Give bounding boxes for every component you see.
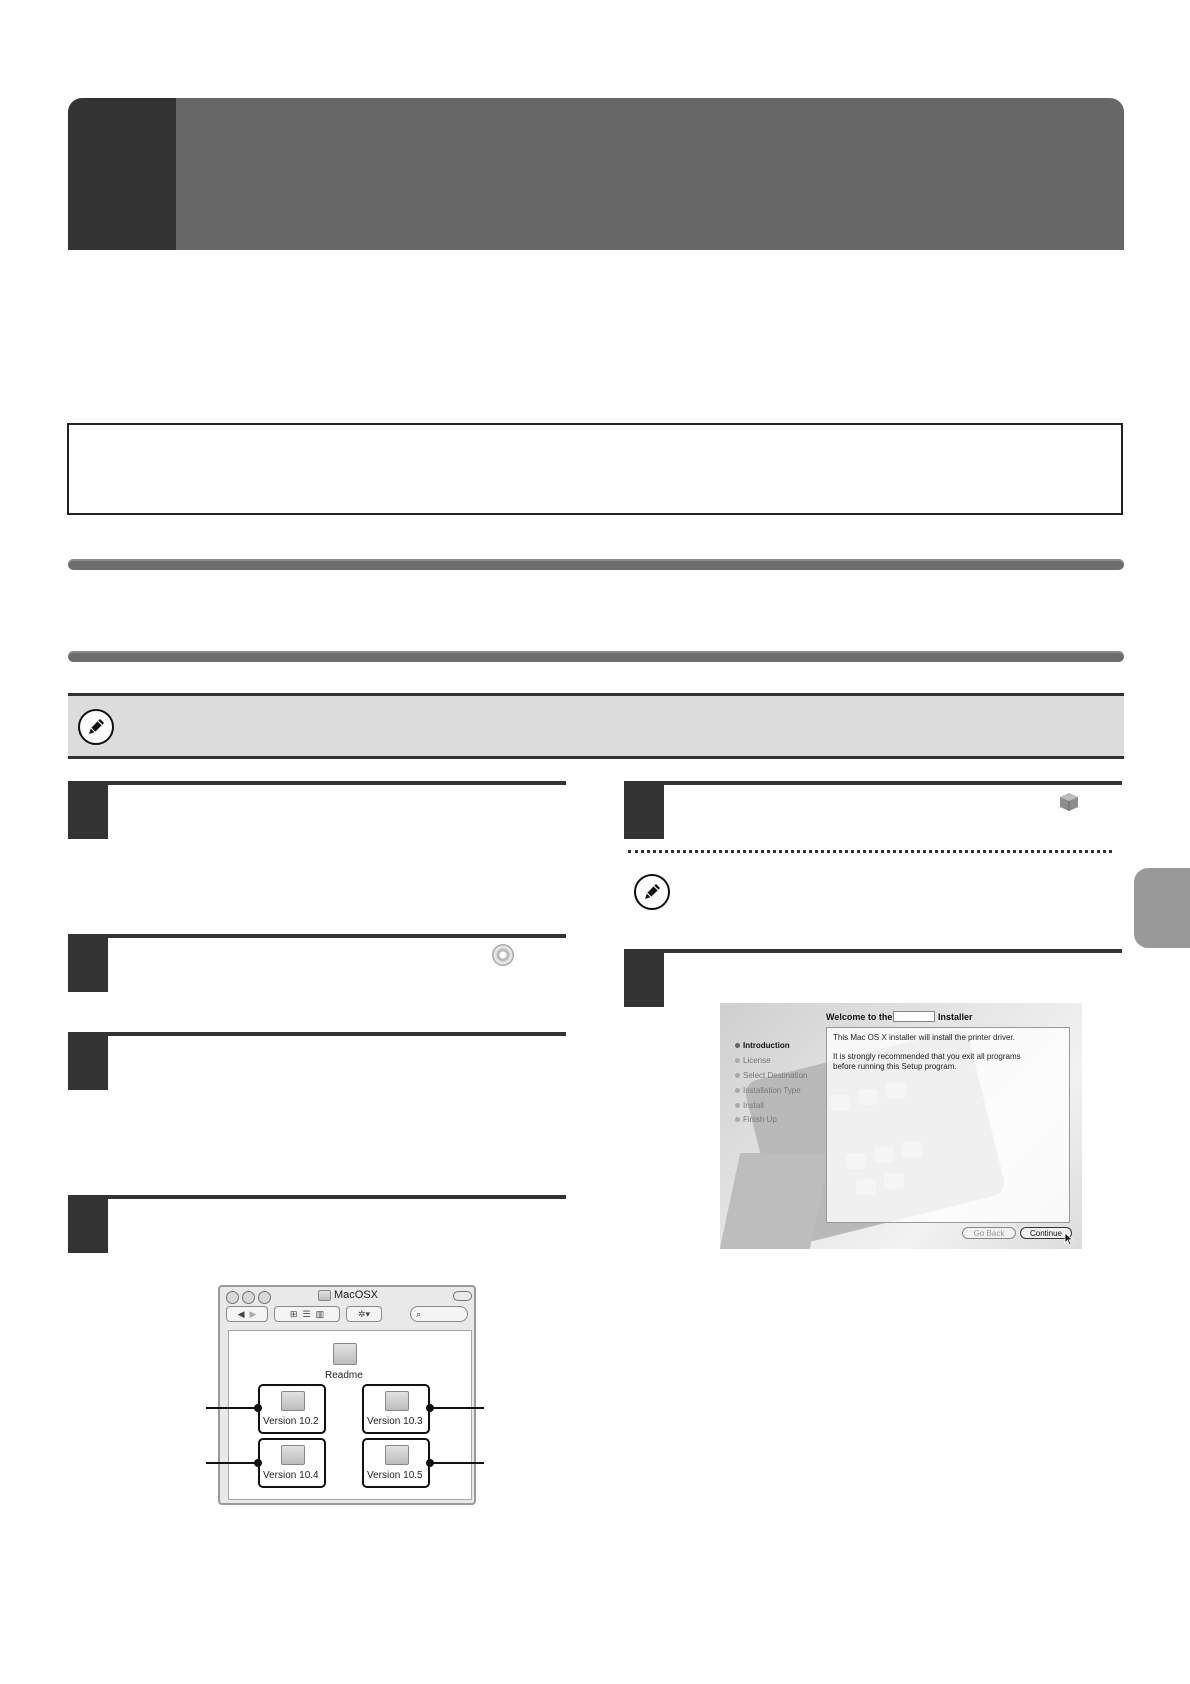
step-5-number-block (624, 781, 664, 839)
folder-icon (385, 1391, 409, 1411)
title-folder-icon (318, 1290, 331, 1301)
installer-welcome-suffix: Installer (938, 1012, 973, 1022)
callout-line (432, 1462, 484, 1464)
step-bullet (735, 1103, 740, 1108)
callout-dot (254, 1404, 262, 1412)
installer-line-1: This Mac OS X installer will install the printer driver. (833, 1033, 1015, 1042)
step-2-rule (68, 934, 566, 938)
step-3-number-block (68, 1032, 108, 1090)
installer-step-finish-up: Finish Up (743, 1115, 777, 1124)
window-zoom-button[interactable] (258, 1291, 271, 1304)
folder-label-version-10-3: Version 10.3 (367, 1416, 423, 1427)
step-6-rule (624, 949, 1122, 953)
continue-button[interactable]: Continue (1020, 1227, 1072, 1239)
folder-icon (281, 1391, 305, 1411)
callout-dot (254, 1459, 262, 1467)
forward-arrow-icon[interactable]: ▶ (249, 1308, 257, 1319)
back-forward-buttons[interactable] (226, 1306, 268, 1322)
folder-label-version-10-4: Version 10.4 (263, 1470, 319, 1481)
note-bar (68, 693, 1124, 759)
window-close-button[interactable] (226, 1291, 239, 1304)
installer-step-license: License (743, 1056, 771, 1065)
callout-line (206, 1407, 256, 1409)
step-1-rule (68, 781, 566, 785)
installer-name-placeholder (893, 1011, 935, 1022)
step-6-number-block (624, 949, 664, 1007)
installer-step-introduction: Introduction (743, 1041, 790, 1050)
dotted-separator (628, 850, 1112, 853)
mouse-cursor-icon (1064, 1232, 1074, 1251)
section-rule-bottom (68, 651, 1124, 662)
back-arrow-icon[interactable]: ◀ (237, 1308, 245, 1319)
chapter-header-dark-block (68, 98, 176, 250)
readme-folder-icon[interactable] (333, 1343, 357, 1365)
folder-icon (385, 1445, 409, 1465)
icon-view-icon[interactable]: ⊞ (289, 1308, 298, 1319)
readme-folder-label: Readme (325, 1370, 363, 1381)
toolbar-toggle-button[interactable] (453, 1291, 472, 1301)
step-bullet (735, 1088, 740, 1093)
action-menu-button[interactable] (346, 1306, 382, 1322)
step-bullet (735, 1117, 740, 1122)
search-icon: ⌕ (416, 1308, 422, 1319)
callout-line (206, 1462, 256, 1464)
gear-icon[interactable]: ✲▾ (357, 1308, 371, 1319)
step-2-number-block (68, 934, 108, 992)
folder-label-version-10-5: Version 10.5 (367, 1470, 423, 1481)
step-4-rule (68, 1195, 566, 1199)
installer-step-install: Install (743, 1101, 764, 1110)
list-view-icon[interactable]: ☰ (302, 1308, 311, 1319)
go-back-button[interactable]: Go Back (962, 1227, 1016, 1239)
folder-icon (281, 1445, 305, 1465)
framed-notice-box (67, 423, 1123, 515)
step-3-rule (68, 1032, 566, 1036)
installer-package-icon (1058, 791, 1080, 818)
step-bullet-current (735, 1043, 740, 1048)
step-bullet (735, 1073, 740, 1078)
pencil-note-icon-2 (634, 874, 670, 910)
installer-step-select-destination: Select Destination (743, 1071, 808, 1080)
chapter-side-tab[interactable] (1134, 868, 1190, 948)
cd-rom-icon (492, 944, 514, 966)
callout-dot (426, 1404, 434, 1412)
search-field[interactable] (410, 1306, 468, 1322)
callout-dot (426, 1459, 434, 1467)
installer-welcome-prefix: Welcome to the (826, 1012, 893, 1022)
step-5-rule (624, 781, 1122, 785)
view-mode-buttons[interactable] (274, 1306, 340, 1322)
step-4-number-block (68, 1195, 108, 1253)
installer-line-2: It is strongly recommended that you exit all programs before running this Setup program. (833, 1052, 1021, 1071)
step-bullet (735, 1058, 740, 1063)
column-view-icon[interactable]: ▥ (315, 1308, 325, 1319)
finder-window-title: MacOSX (334, 1289, 379, 1301)
folder-label-version-10-2: Version 10.2 (263, 1416, 319, 1427)
section-rule-top (68, 559, 1124, 570)
window-minimize-button[interactable] (242, 1291, 255, 1304)
pencil-note-icon (78, 709, 114, 745)
step-1-number-block (68, 781, 108, 839)
chapter-header-banner (176, 98, 1124, 250)
installer-step-installation-type: Installation Type (743, 1086, 801, 1095)
callout-line (432, 1407, 484, 1409)
